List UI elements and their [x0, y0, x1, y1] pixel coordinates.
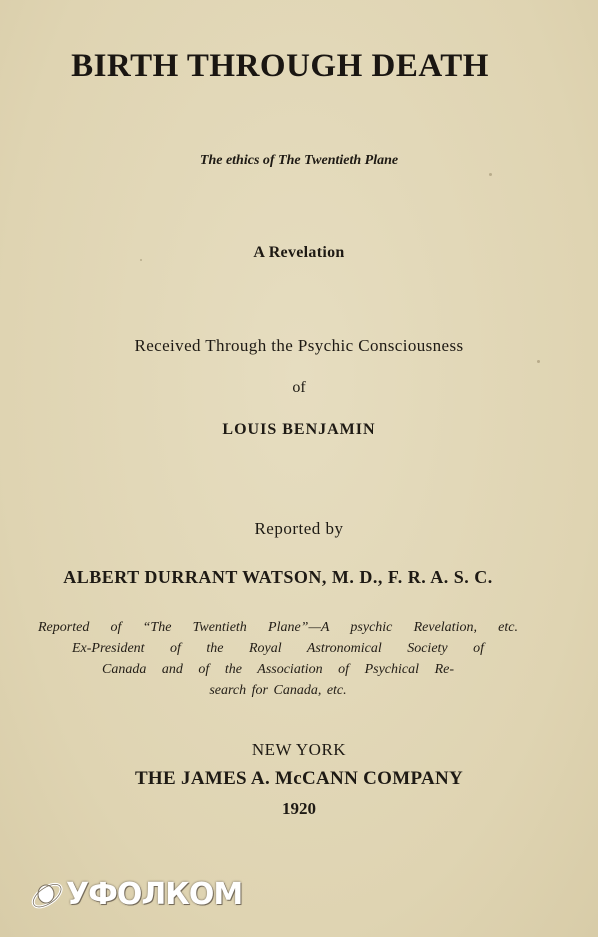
medium-name: LOUIS BENJAMIN: [222, 421, 376, 438]
book-subtitle: The ethics of The Twentieth Plane: [199, 153, 399, 168]
publication-place: NEW YORK: [251, 740, 347, 759]
author-name: ALBERT DURRANT WATSON, M. D., F. R. A. S. C.: [63, 567, 493, 587]
ufo-logo-icon: [28, 876, 64, 912]
watermark-text: УФОЛКОМ: [66, 876, 243, 912]
paper-speck: [140, 259, 142, 261]
book-title: BIRTH THROUGH DEATH: [71, 48, 489, 84]
reported-by-line: Reported by: [254, 519, 344, 538]
watermark-logo: [28, 874, 242, 914]
author-credits: [38, 617, 518, 701]
received-through-line: Received Through the Psychic Consciousness: [134, 336, 464, 355]
credit-line: search for Canada, etc.: [209, 683, 347, 698]
paper-speck: [537, 360, 540, 363]
revelation-label: A Revelation: [253, 244, 345, 261]
paper-speck: [489, 173, 492, 176]
publication-year: 1920: [282, 799, 316, 818]
credit-line: Reported of “The Twentieth Plane”—A psychic Revelation, etc.: [38, 620, 518, 635]
credit-line: Ex-President of the Royal Astronomical Society of: [72, 641, 484, 656]
of-line: of: [292, 379, 306, 396]
publisher-name: THE JAMES A. McCANN COMPANY: [134, 768, 464, 789]
credit-line: Canada and of the Association of Psychical Re-: [102, 662, 454, 677]
